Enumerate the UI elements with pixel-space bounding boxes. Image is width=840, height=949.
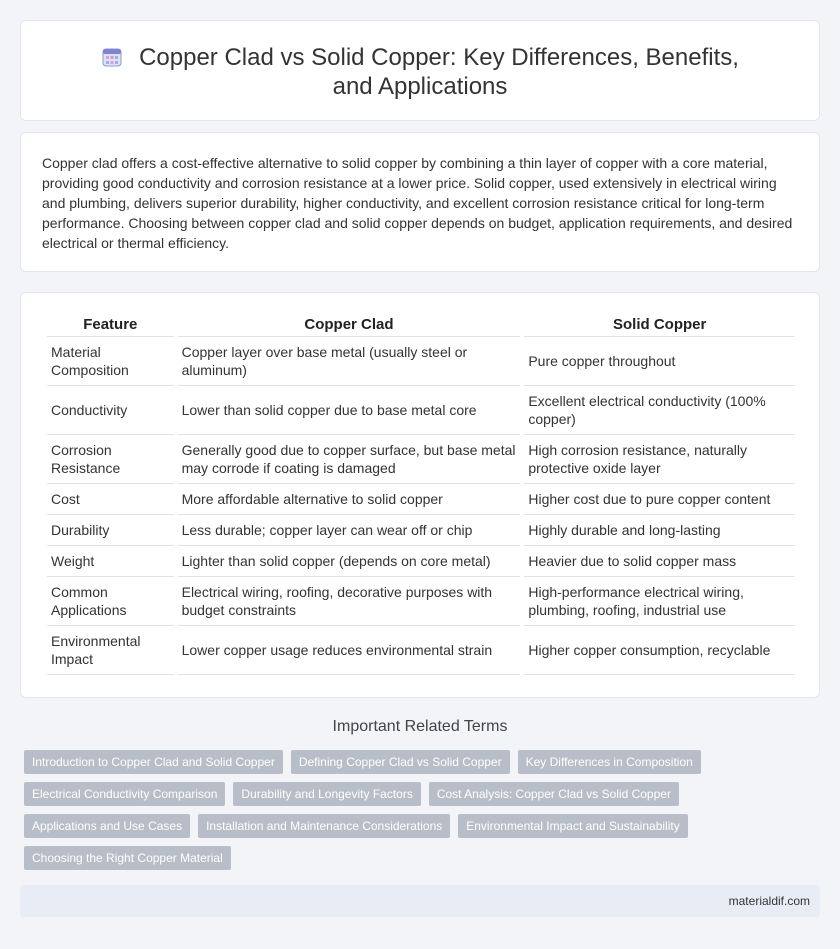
related-term-tag[interactable]: Introduction to Copper Clad and Solid Copper xyxy=(24,750,283,774)
row-feature: Durability xyxy=(47,515,174,546)
row-copper-clad: Less durable; copper layer can wear off or chip xyxy=(178,515,521,546)
related-term-tag[interactable]: Defining Copper Clad vs Solid Copper xyxy=(291,750,510,774)
summary-card xyxy=(20,132,820,272)
row-copper-clad: Lower than solid copper due to base metal core xyxy=(178,386,521,435)
header-card xyxy=(20,20,820,121)
row-solid-copper: Highly durable and long-lasting xyxy=(524,515,795,546)
table-row xyxy=(47,484,795,515)
header-copper-clad: Copper Clad xyxy=(178,315,521,337)
row-feature: Environmental Impact xyxy=(47,626,174,675)
row-solid-copper: Higher cost due to pure copper content xyxy=(524,484,795,515)
table-row xyxy=(47,577,795,626)
row-feature: Common Applications xyxy=(47,577,174,626)
row-copper-clad: Copper layer over base metal (usually steel or aluminum) xyxy=(178,337,521,386)
footer xyxy=(20,885,820,917)
related-term-tag[interactable]: Choosing the Right Copper Material xyxy=(24,846,231,870)
table-row xyxy=(47,386,795,435)
related-terms-title: Important Related Terms xyxy=(332,718,508,735)
row-solid-copper: High corrosion resistance, naturally protective oxide layer xyxy=(524,435,795,484)
calendar-grid-icon xyxy=(101,46,123,68)
table-row xyxy=(47,546,795,577)
summary-text: Copper clad offers a cost-effective alternative to solid copper by combining a thin layer of copper with a core material, providing good conductivity and corrosion resistance at a lower price. Solid copper, used extensively in electrical wiring and plumbing, delivers superior durability, higher conductivity, and excellent corrosion resistance critical for long-term performance. Choosing between copper clad and solid copper depends on budget, application requirements, and desired electrical or thermal efficiency. xyxy=(42,155,793,251)
row-copper-clad: Lighter than solid copper (depends on core metal) xyxy=(178,546,521,577)
row-copper-clad: Lower copper usage reduces environmental strain xyxy=(178,626,521,675)
related-term-tag[interactable]: Environmental Impact and Sustainability xyxy=(458,814,687,838)
comparison-table xyxy=(43,315,799,675)
comparison-card xyxy=(20,292,820,698)
related-terms-tags xyxy=(24,750,704,870)
row-solid-copper: Excellent electrical conductivity (100% copper) xyxy=(524,386,795,435)
table-row xyxy=(47,435,795,484)
row-feature: Corrosion Resistance xyxy=(47,435,174,484)
related-term-tag[interactable]: Cost Analysis: Copper Clad vs Solid Copper xyxy=(429,782,679,806)
row-copper-clad: Electrical wiring, roofing, decorative purposes with budget constraints xyxy=(178,577,521,626)
related-term-tag[interactable]: Durability and Longevity Factors xyxy=(233,782,420,806)
page-title-wrap xyxy=(21,43,819,101)
related-term-tag[interactable]: Electrical Conductivity Comparison xyxy=(24,782,225,806)
row-feature: Material Composition xyxy=(47,337,174,386)
row-solid-copper: Pure copper throughout xyxy=(524,337,795,386)
footer-site-link[interactable]: materialdif.com xyxy=(728,894,810,908)
row-feature: Conductivity xyxy=(47,386,174,435)
row-solid-copper: High-performance electrical wiring, plumbing, roofing, industrial use xyxy=(524,577,795,626)
header-solid-copper: Solid Copper xyxy=(524,315,795,337)
header-feature: Feature xyxy=(47,315,174,337)
related-term-tag[interactable]: Applications and Use Cases xyxy=(24,814,190,838)
page-title: Copper Clad vs Solid Copper: Key Differences, Benefits, and Applications xyxy=(139,44,739,100)
related-term-tag[interactable]: Installation and Maintenance Considerations xyxy=(198,814,450,838)
table-row xyxy=(47,337,795,386)
row-copper-clad: Generally good due to copper surface, but base metal may corrode if coating is damaged xyxy=(178,435,521,484)
row-solid-copper: Higher copper consumption, recyclable xyxy=(524,626,795,675)
row-feature: Cost xyxy=(47,484,174,515)
table-row xyxy=(47,626,795,675)
row-feature: Weight xyxy=(47,546,174,577)
related-term-tag[interactable]: Key Differences in Composition xyxy=(518,750,701,774)
row-solid-copper: Heavier due to solid copper mass xyxy=(524,546,795,577)
table-row xyxy=(47,515,795,546)
row-copper-clad: More affordable alternative to solid copper xyxy=(178,484,521,515)
table-header-row xyxy=(47,315,795,337)
